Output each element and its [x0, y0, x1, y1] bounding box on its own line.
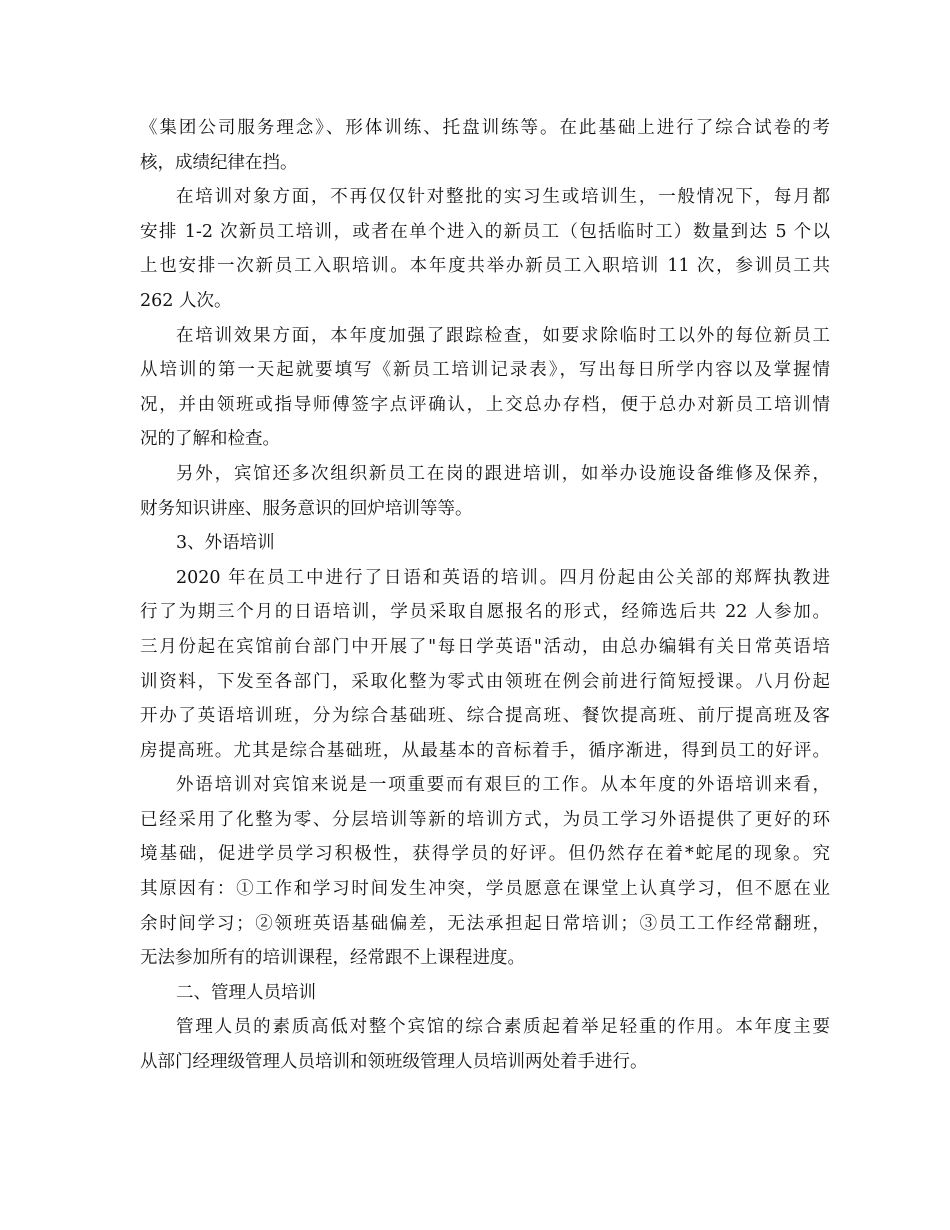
text-line: 262 人次。 — [140, 290, 232, 311]
text-line: 财务知识讲座、服务意识的回炉培训等等。 — [140, 498, 473, 519]
text-line: 在培训对象方面，不再仅仅针对整批的实习生或培训生，一般情况下，每月都 — [176, 187, 830, 208]
text-line: 已经采用了化整为零、分层培训等新的培训方式，为员工学习外语提供了更好的环 — [140, 809, 830, 830]
text-line: 行了为期三个月的日语培训，学员采取自愿报名的形式，经筛选后共 22 人参加。 — [140, 602, 830, 623]
text-line: 从部门经理级管理人员培训和领班级管理人员培训两处着手进行。 — [140, 1052, 648, 1073]
text-line: 外语培训对宾馆来说是一项重要而有艰巨的工作。从本年度的外语培训来看， — [176, 775, 830, 796]
text-line: 其原因有：①工作和学习时间发生冲突，学员愿意在课堂上认真学习，但不愿在业 — [140, 879, 830, 900]
document-page — [140, 111, 830, 1080]
text-line: 况的了解和检查。 — [140, 429, 280, 450]
text-line: 3、外语培训 — [176, 533, 275, 554]
text-line: 从培训的第一天起就要填写《新员工培训记录表》，写出每日所学内容以及掌握情 — [140, 360, 830, 381]
text-line: 《集团公司服务理念》、形体训练、托盘训练等。在此基础上进行了综合试卷的考 — [140, 118, 830, 138]
text-line: 无法参加所有的培训课程，经常跟不上课程进度。 — [140, 948, 525, 969]
text-line: 安排 1-2 次新员工培训，或者在单个进入的新员工（包括临时工）数量到达 5 个以 — [140, 221, 830, 242]
text-line: 开办了英语培训班，分为综合基础班、综合提高班、餐饮提高班、前厅提高班及客 — [140, 706, 830, 727]
text-line: 另外，宾馆还多次组织新员工在岗的跟进培训，如举办设施设备维修及保养， — [176, 463, 830, 484]
text-line: 上也安排一次新员工入职培训。本年度共举办新员工入职培训 11 次，参训员工共 — [140, 256, 830, 277]
text-line: 二、管理人员培训 — [176, 982, 316, 1003]
text-line: 境基础，促进学员学习积极性，获得学员的好评。但仍然存在着*蛇尾的现象。究 — [140, 844, 830, 865]
text-line: 三月份起在宾馆前台部门中开展了"每日学英语"活动，由总办编辑有关日常英语培 — [140, 636, 830, 657]
text-line: 在培训效果方面，本年度加强了跟踪检查，如要求除临时工以外的每位新员工 — [176, 325, 830, 346]
text-line: 余时间学习；②领班英语基础偏差，无法承担起日常培训；③员工工作经常翻班， — [140, 913, 830, 934]
text-line: 训资料，下发至各部门，采取化整为零式由领班在例会前进行简短授课。八月份起 — [140, 671, 830, 692]
text-line: 2020 年在员工中进行了日语和英语的培训。四月份起由公关部的郑辉执教进 — [176, 567, 830, 588]
text-line: 况，并由领班或指导师傅签字点评确认，上交总办存档，便于总办对新员工培训情 — [140, 394, 830, 415]
text-line: 核，成绩纪律在挡。 — [140, 152, 298, 173]
text-line: 房提高班。尤其是综合基础班，从最基本的音标着手，循序渐进，得到员工的好评。 — [140, 740, 830, 761]
text-line: 管理人员的素质高低对整个宾馆的综合素质起着举足轻重的作用。本年度主要 — [176, 1017, 830, 1038]
